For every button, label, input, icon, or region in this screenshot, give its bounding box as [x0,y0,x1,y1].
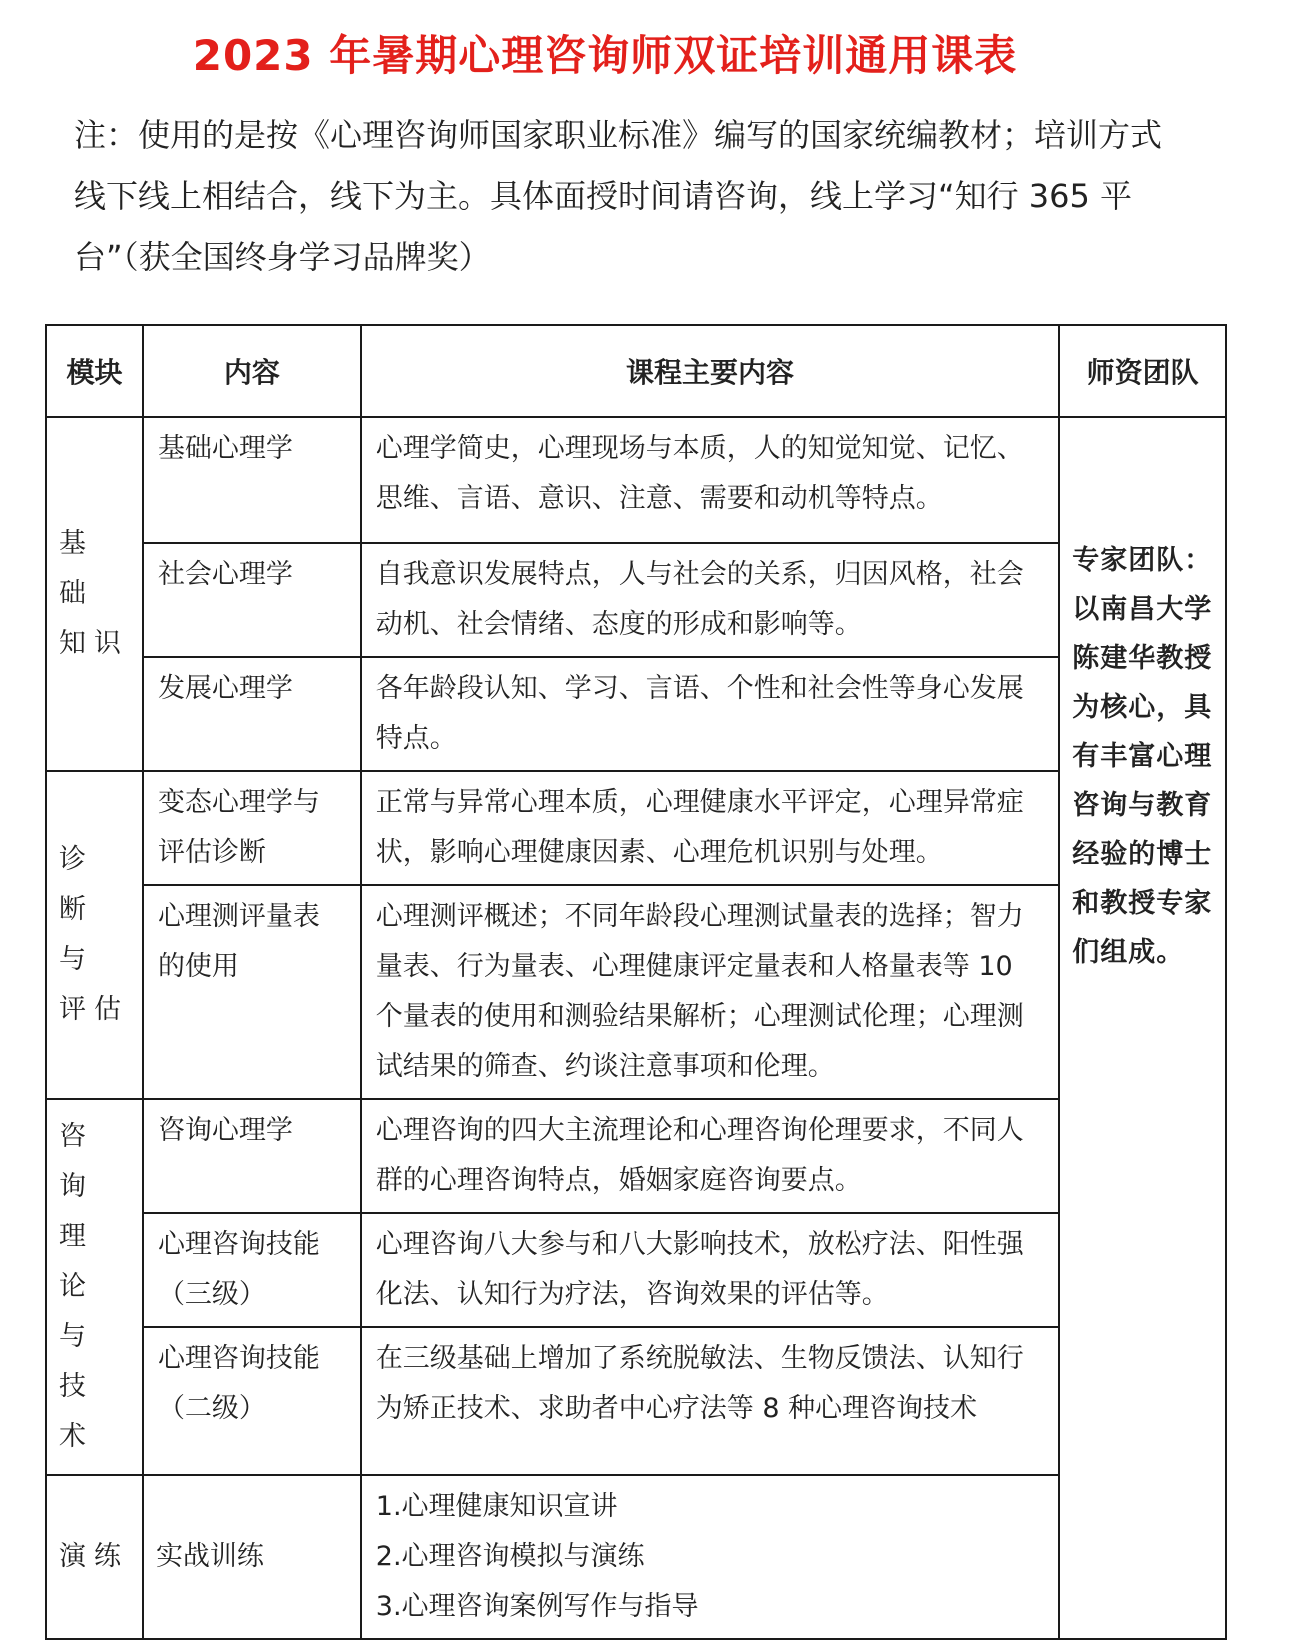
list-item: 3.心理咨询案例写作与指导 [375,1591,699,1622]
table-row [46,657,1226,771]
table-row [46,543,1226,657]
content-label: 实战训练 [155,1541,264,1572]
table-row [46,771,1226,885]
main-content-cell [361,1327,1059,1475]
main-content-text: 在三级基础上增加了系统脱敏法、生物反馈法、认知行为矫正技术、求助者中心疗法等 8 种心理咨询技术 [375,1343,1024,1424]
content-label: 基础心理学 [157,433,293,464]
module-label: 诊 断 与 评估 [59,844,129,1025]
content-cell [143,657,361,771]
main-content-cell [361,543,1059,657]
content-cell [143,417,361,543]
teacher-team-cell [1059,417,1226,1639]
module-cell-practice [46,1475,143,1639]
module-label: 基 础 知识 [59,528,129,659]
course-table [45,324,1227,1640]
main-content-text: 心理学简史，心理现场与本质，人的知觉知觉、记忆、思维、言语、意识、注意、需要和动机等特点。 [375,433,1024,514]
main-content-cell [361,1213,1059,1327]
content-label: 咨询心理学 [157,1115,293,1146]
table-header-row [46,325,1226,417]
main-content-text: 心理咨询八大参与和八大影响技术，放松疗法、阳性强化法、认知行为疗法，咨询效果的评估等。 [375,1229,1024,1310]
header-content: 内容 [143,325,361,417]
content-cell [143,1099,361,1213]
content-cell [143,885,361,1099]
module-label: 演练 [59,1541,129,1572]
note-paragraph: 注：使用的是按《心理咨询师国家职业标准》编写的国家统编教材；培训方式线下线上相结合，线下为主。具体面授时间请咨询，线上学习“知行 365 平台”（获全国终身学习品牌奖） [74,116,1163,276]
content-cell [143,1213,361,1327]
table-row [46,1327,1226,1475]
main-content-cell [361,1475,1059,1639]
content-cell [143,771,361,885]
content-label: 心理咨询技能（三级） [157,1229,320,1310]
content-label: 心理测评量表的使用 [157,901,320,982]
module-label: 咨 询 理 论 与 技 术 [59,1121,94,1452]
table-row [46,1099,1226,1213]
main-content-text: 自我意识发展特点，人与社会的关系，归因风格，社会动机、社会情绪、态度的形成和影响等。 [375,559,1024,640]
main-content-list [362,1476,1058,1638]
main-content-cell [361,657,1059,771]
module-cell-basic [46,417,143,771]
teacher-team-text: 专家团队：以南昌大学陈建华教授为核心，具有丰富心理咨询与教育经验的博士和教授专家们组成。 [1072,545,1213,968]
main-content-text: 心理测评概述；不同年龄段心理测试量表的选择；智力量表、行为量表、心理健康评定量表和人格量表等 10 个量表的使用和测验结果解析；心理测试伦理；心理测试结果的筛查、约谈注意事项和伦理。 [375,901,1024,1082]
main-content-cell [361,417,1059,543]
table-row [46,1213,1226,1327]
list-item: 2.心理咨询模拟与演练 [375,1541,645,1572]
content-label: 社会心理学 [157,559,293,590]
main-content-text: 心理咨询的四大主流理论和心理咨询伦理要求，不同人群的心理咨询特点，婚姻家庭咨询要点。 [375,1115,1024,1196]
header-module: 模块 [46,325,143,417]
content-cell [143,543,361,657]
main-content-text: 正常与异常心理本质，心理健康水平评定，心理异常症状，影响心理健康因素、心理危机识别与处理。 [375,787,1024,868]
table-row [46,885,1226,1099]
main-content-cell [361,1099,1059,1213]
header-teacher-team: 师资团队 [1059,325,1226,417]
table-row [46,417,1226,543]
content-label: 变态心理学与评估诊断 [157,787,320,868]
main-content-cell [361,885,1059,1099]
list-item: 1.心理健康知识宣讲 [375,1491,618,1522]
module-cell-counseling [46,1099,143,1475]
table-row [46,1475,1226,1639]
content-cell [143,1327,361,1475]
content-label: 发展心理学 [157,673,293,704]
content-cell [143,1475,361,1639]
page-title: 2023 年暑期心理咨询师双证培训通用课表 [192,31,1018,80]
main-content-text: 各年龄段认知、学习、言语、个性和社会性等身心发展特点。 [375,673,1024,754]
content-label: 心理咨询技能（二级） [157,1343,320,1424]
main-content-cell [361,771,1059,885]
header-main-content: 课程主要内容 [361,325,1059,417]
module-cell-diagnosis [46,771,143,1099]
